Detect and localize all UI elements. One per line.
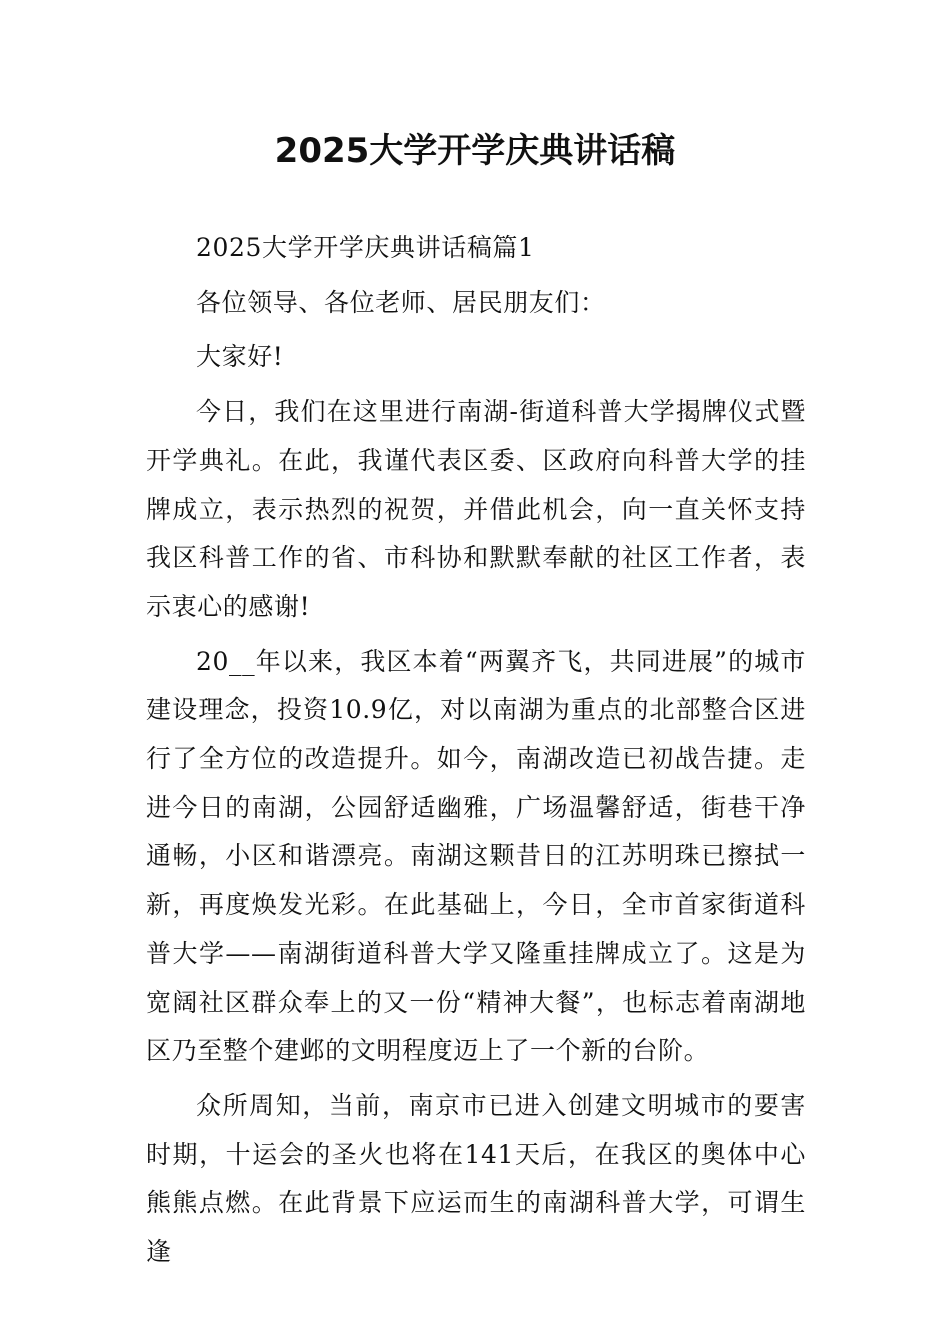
body-paragraph: 20__年以来，我区本着“两翼齐飞，共同进展”的城市建设理念，投资10.9亿，对以南湖为重点的北部整合区进行了全方位的改造提升。如今，南湖改造已初战告捷。走进今日的南湖，公园舒适幽雅，广场温馨舒适，街巷干净通畅，小区和谐漂亮。南湖这颗昔日的江苏明珠已擦拭一新，再度焕发光彩。在此基础上，今日，全市首家街道科普大学——南湖街道科普大学又隆重挂牌成立了。这是为宽阔社区群众奉上的又一份“精神大餐”，也标志着南湖地区乃至整个建邺的文明程度迈上了一个新的台阶。 (146, 646, 806, 1066)
document-title: 2025大学开学庆典讲话稿 (274, 131, 676, 171)
body-paragraph: 今日，我们在这里进行南湖-街道科普大学揭牌仪式暨开学典礼。在此，我谨代表区委、区政府向科普大学的挂牌成立，表示热烈的祝贺，并借此机会，向一直关怀支持我区科普工作的省、市科协和默默奉献的社区工作者，表示衷心的感谢! (146, 397, 806, 621)
document-body (146, 224, 806, 1277)
salutation: 各位领导、各位老师、居民朋友们： (196, 287, 606, 317)
greeting: 大家好! (196, 342, 284, 372)
section-heading: 2025大学开学庆典讲话稿篇1 (196, 233, 535, 262)
body-paragraph: 众所周知，当前，南京市已进入创建文明城市的要害时期，十运会的圣火也将在141天后，在我区的奥体中心熊熊点燃。在此背景下应运而生的南湖科普大学，可谓生逢 (146, 1090, 806, 1267)
